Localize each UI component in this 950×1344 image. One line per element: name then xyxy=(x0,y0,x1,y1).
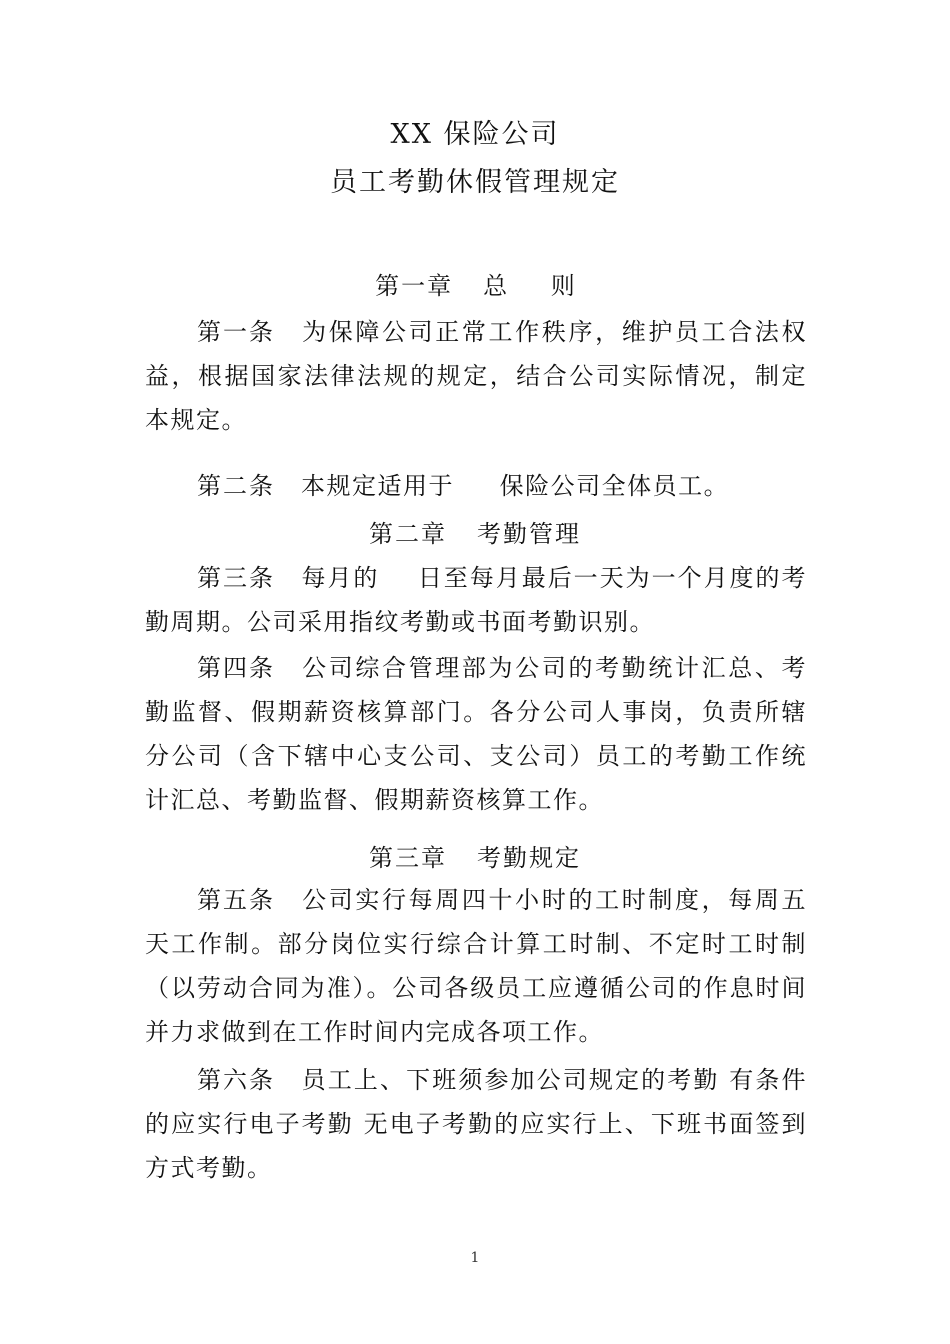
chapter-heading-3 xyxy=(0,838,950,873)
chapter-number: 第二章 xyxy=(369,520,447,548)
page-number: 1 xyxy=(470,1250,480,1266)
article-text: 每月的 日至每月最后一天为一个月度的考勤周期。公司采用指纹考勤或书面考勤识别。 xyxy=(145,564,807,636)
article-text: 公司综合管理部为公司的考勤统计汇总、考勤监督、假期薪资核算部门。各分公司人事岗，负责所辖分公司（含下辖中心支公司、支公司）员工的考勤工作统计汇总、考勤监督、假期薪资核算工作。 xyxy=(145,654,807,814)
article-text: 公司实行每周四十小时的工时制度，每周五天工作制。部分岗位实行综合计算工时制、不定时工时制（以劳动合同为准）。公司各级员工应遵循公司的作息时间并力求做到在工作时间内完成各项工作。 xyxy=(145,886,807,1046)
chapter-name: 考勤管理 xyxy=(477,520,581,548)
article-number: 第四条 xyxy=(197,654,275,682)
article-text: 本规定适用于 保险公司全体员工。 xyxy=(301,472,730,500)
article-6 xyxy=(145,1058,807,1190)
article-2 xyxy=(145,464,807,508)
article-1 xyxy=(145,310,807,442)
company-title: XX 保险公司 xyxy=(390,119,560,150)
article-number: 第一条 xyxy=(197,318,275,346)
chapter-heading-1 xyxy=(0,266,950,301)
article-number: 第五条 xyxy=(197,886,275,914)
article-3 xyxy=(145,556,807,644)
article-text: 为保障公司正常工作秩序，维护员工合法权益，根据国家法律法规的规定，结合公司实际情况，制定本规定。 xyxy=(145,318,807,434)
article-number: 第二条 xyxy=(197,472,275,500)
chapter-name: 考勤规定 xyxy=(477,844,581,872)
chapter-name: 总 则 xyxy=(483,272,593,300)
article-text: 员工上、下班须参加公司规定的考勤 有条件的应实行电子考勤 无电子考勤的应实行上、下班书面签到方式考勤。 xyxy=(145,1066,807,1182)
document-title: 员工考勤休假管理规定 xyxy=(330,167,620,198)
chapter-number: 第三章 xyxy=(369,844,447,872)
article-4 xyxy=(145,646,807,822)
chapter-number: 第一章 xyxy=(375,272,454,300)
article-number: 第六条 xyxy=(197,1066,275,1094)
chapter-heading-2 xyxy=(0,514,950,549)
article-number: 第三条 xyxy=(197,564,275,592)
article-5 xyxy=(145,878,807,1054)
